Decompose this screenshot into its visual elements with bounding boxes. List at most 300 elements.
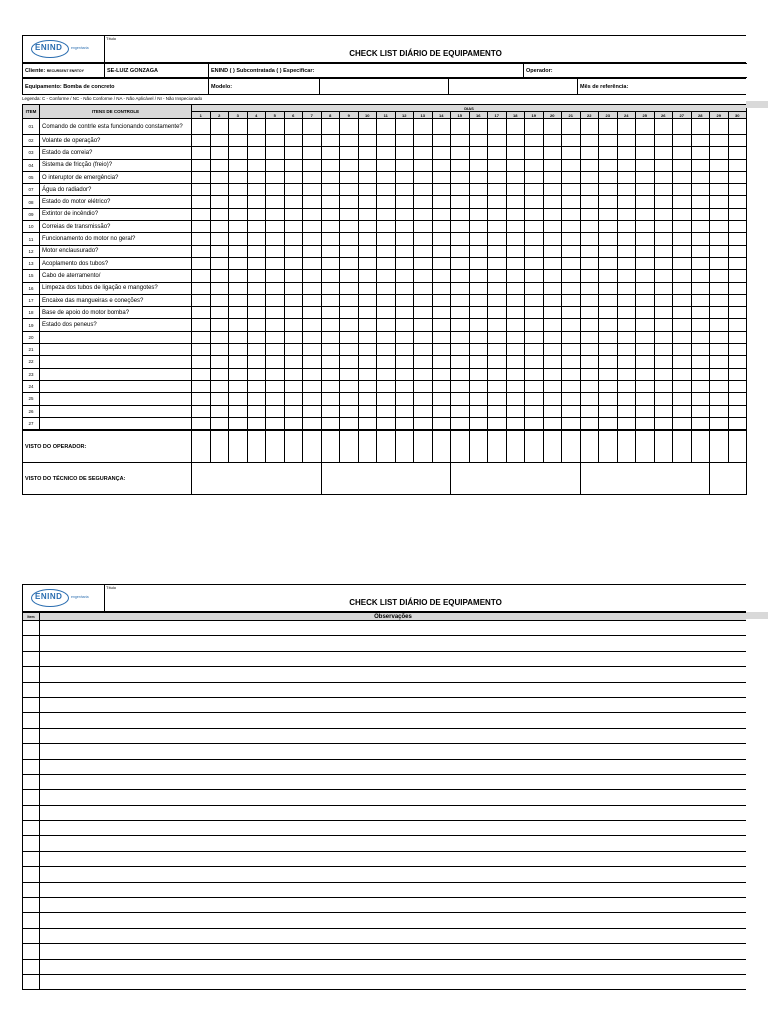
day-check-cell[interactable] <box>636 171 655 183</box>
day-check-cell[interactable] <box>469 221 488 233</box>
day-check-cell[interactable] <box>599 221 618 233</box>
day-check-cell[interactable] <box>266 282 285 294</box>
day-check-cell[interactable] <box>340 119 359 135</box>
day-check-cell[interactable] <box>488 282 507 294</box>
day-check-cell[interactable] <box>580 270 599 282</box>
day-check-cell[interactable] <box>488 294 507 306</box>
day-check-cell[interactable] <box>691 344 710 356</box>
operador-signature-cell[interactable] <box>340 431 359 463</box>
day-check-cell[interactable] <box>728 405 747 417</box>
day-check-cell[interactable] <box>525 257 544 269</box>
day-check-cell[interactable] <box>488 331 507 343</box>
day-check-cell[interactable] <box>543 282 562 294</box>
day-check-cell[interactable] <box>599 393 618 405</box>
day-check-cell[interactable] <box>617 184 636 196</box>
day-check-cell[interactable] <box>543 307 562 319</box>
day-check-cell[interactable] <box>525 270 544 282</box>
day-check-cell[interactable] <box>636 135 655 147</box>
day-check-cell[interactable] <box>710 159 729 171</box>
day-check-cell[interactable] <box>469 393 488 405</box>
day-check-cell[interactable] <box>562 147 581 159</box>
day-check-cell[interactable] <box>451 184 470 196</box>
day-check-cell[interactable] <box>192 344 211 356</box>
day-check-cell[interactable] <box>340 380 359 392</box>
day-check-cell[interactable] <box>266 159 285 171</box>
observacao-text-cell[interactable] <box>40 913 747 928</box>
day-check-cell[interactable] <box>266 368 285 380</box>
day-check-cell[interactable] <box>710 393 729 405</box>
operador-signature-cell[interactable] <box>210 431 229 463</box>
day-check-cell[interactable] <box>654 405 673 417</box>
day-check-cell[interactable] <box>543 319 562 331</box>
day-check-cell[interactable] <box>728 393 747 405</box>
day-check-cell[interactable] <box>395 135 414 147</box>
day-check-cell[interactable] <box>192 233 211 245</box>
day-check-cell[interactable] <box>691 257 710 269</box>
day-check-cell[interactable] <box>469 208 488 220</box>
day-check-cell[interactable] <box>192 356 211 368</box>
day-check-cell[interactable] <box>395 184 414 196</box>
day-check-cell[interactable] <box>395 368 414 380</box>
day-check-cell[interactable] <box>691 331 710 343</box>
day-check-cell[interactable] <box>469 270 488 282</box>
day-check-cell[interactable] <box>506 356 525 368</box>
day-check-cell[interactable] <box>432 159 451 171</box>
day-check-cell[interactable] <box>525 282 544 294</box>
day-check-cell[interactable] <box>654 331 673 343</box>
day-check-cell[interactable] <box>691 233 710 245</box>
day-check-cell[interactable] <box>229 119 248 135</box>
day-check-cell[interactable] <box>710 368 729 380</box>
day-check-cell[interactable] <box>414 270 433 282</box>
day-check-cell[interactable] <box>414 159 433 171</box>
day-check-cell[interactable] <box>358 257 377 269</box>
day-check-cell[interactable] <box>580 393 599 405</box>
day-check-cell[interactable] <box>229 245 248 257</box>
day-check-cell[interactable] <box>266 221 285 233</box>
day-check-cell[interactable] <box>303 393 322 405</box>
day-check-cell[interactable] <box>321 135 340 147</box>
day-check-cell[interactable] <box>525 119 544 135</box>
day-check-cell[interactable] <box>303 307 322 319</box>
day-check-cell[interactable] <box>599 171 618 183</box>
day-check-cell[interactable] <box>617 319 636 331</box>
observacao-item-cell[interactable] <box>23 713 40 728</box>
day-check-cell[interactable] <box>284 245 303 257</box>
day-check-cell[interactable] <box>284 257 303 269</box>
day-check-cell[interactable] <box>451 171 470 183</box>
day-check-cell[interactable] <box>247 417 266 429</box>
day-check-cell[interactable] <box>580 233 599 245</box>
day-check-cell[interactable] <box>340 270 359 282</box>
observacao-text-cell[interactable] <box>40 774 747 789</box>
day-check-cell[interactable] <box>229 405 248 417</box>
day-check-cell[interactable] <box>210 307 229 319</box>
day-check-cell[interactable] <box>673 245 692 257</box>
day-check-cell[interactable] <box>210 208 229 220</box>
day-check-cell[interactable] <box>266 417 285 429</box>
day-check-cell[interactable] <box>247 159 266 171</box>
day-check-cell[interactable] <box>580 344 599 356</box>
day-check-cell[interactable] <box>303 356 322 368</box>
day-check-cell[interactable] <box>377 208 396 220</box>
day-check-cell[interactable] <box>469 380 488 392</box>
day-check-cell[interactable] <box>488 196 507 208</box>
day-check-cell[interactable] <box>321 171 340 183</box>
day-check-cell[interactable] <box>469 196 488 208</box>
operador-signature-cell[interactable] <box>617 431 636 463</box>
day-check-cell[interactable] <box>599 245 618 257</box>
day-check-cell[interactable] <box>358 344 377 356</box>
day-check-cell[interactable] <box>728 344 747 356</box>
day-check-cell[interactable] <box>580 171 599 183</box>
day-check-cell[interactable] <box>414 331 433 343</box>
day-check-cell[interactable] <box>599 196 618 208</box>
day-check-cell[interactable] <box>432 119 451 135</box>
day-check-cell[interactable] <box>506 319 525 331</box>
day-check-cell[interactable] <box>710 405 729 417</box>
operador-signature-cell[interactable] <box>192 431 211 463</box>
day-check-cell[interactable] <box>247 196 266 208</box>
day-check-cell[interactable] <box>284 331 303 343</box>
day-check-cell[interactable] <box>469 245 488 257</box>
day-check-cell[interactable] <box>654 356 673 368</box>
day-check-cell[interactable] <box>710 331 729 343</box>
blank-field[interactable] <box>449 79 578 95</box>
day-check-cell[interactable] <box>506 147 525 159</box>
day-check-cell[interactable] <box>395 221 414 233</box>
day-check-cell[interactable] <box>488 393 507 405</box>
day-check-cell[interactable] <box>303 270 322 282</box>
observacao-text-cell[interactable] <box>40 651 747 666</box>
day-check-cell[interactable] <box>321 119 340 135</box>
day-check-cell[interactable] <box>340 147 359 159</box>
day-check-cell[interactable] <box>414 405 433 417</box>
day-check-cell[interactable] <box>673 208 692 220</box>
operador-signature-cell[interactable] <box>469 431 488 463</box>
day-check-cell[interactable] <box>192 331 211 343</box>
day-check-cell[interactable] <box>710 319 729 331</box>
day-check-cell[interactable] <box>617 393 636 405</box>
day-check-cell[interactable] <box>543 196 562 208</box>
day-check-cell[interactable] <box>358 135 377 147</box>
day-check-cell[interactable] <box>506 119 525 135</box>
day-check-cell[interactable] <box>506 380 525 392</box>
day-check-cell[interactable] <box>303 221 322 233</box>
day-check-cell[interactable] <box>506 221 525 233</box>
day-check-cell[interactable] <box>266 196 285 208</box>
day-check-cell[interactable] <box>710 119 729 135</box>
observacao-item-cell[interactable] <box>23 913 40 928</box>
observacao-item-cell[interactable] <box>23 882 40 897</box>
day-check-cell[interactable] <box>414 417 433 429</box>
observacao-text-cell[interactable] <box>40 821 747 836</box>
day-check-cell[interactable] <box>543 184 562 196</box>
day-check-cell[interactable] <box>506 294 525 306</box>
day-check-cell[interactable] <box>451 307 470 319</box>
day-check-cell[interactable] <box>303 159 322 171</box>
day-check-cell[interactable] <box>192 319 211 331</box>
day-check-cell[interactable] <box>673 417 692 429</box>
day-check-cell[interactable] <box>488 417 507 429</box>
day-check-cell[interactable] <box>488 319 507 331</box>
day-check-cell[interactable] <box>266 135 285 147</box>
day-check-cell[interactable] <box>303 135 322 147</box>
day-check-cell[interactable] <box>654 319 673 331</box>
day-check-cell[interactable] <box>506 233 525 245</box>
day-check-cell[interactable] <box>358 184 377 196</box>
day-check-cell[interactable] <box>525 344 544 356</box>
day-check-cell[interactable] <box>599 208 618 220</box>
day-check-cell[interactable] <box>377 393 396 405</box>
day-check-cell[interactable] <box>691 294 710 306</box>
day-check-cell[interactable] <box>673 184 692 196</box>
day-check-cell[interactable] <box>284 208 303 220</box>
observacao-text-cell[interactable] <box>40 944 747 959</box>
day-check-cell[interactable] <box>340 159 359 171</box>
observacao-text-cell[interactable] <box>40 697 747 712</box>
day-check-cell[interactable] <box>451 344 470 356</box>
day-check-cell[interactable] <box>414 319 433 331</box>
day-check-cell[interactable] <box>525 135 544 147</box>
observacao-item-cell[interactable] <box>23 682 40 697</box>
day-check-cell[interactable] <box>654 368 673 380</box>
observacao-item-cell[interactable] <box>23 836 40 851</box>
day-check-cell[interactable] <box>414 135 433 147</box>
day-check-cell[interactable] <box>247 380 266 392</box>
day-check-cell[interactable] <box>599 159 618 171</box>
day-check-cell[interactable] <box>414 245 433 257</box>
operador-signature-cell[interactable] <box>488 431 507 463</box>
day-check-cell[interactable] <box>395 331 414 343</box>
day-check-cell[interactable] <box>340 245 359 257</box>
observacao-item-cell[interactable] <box>23 667 40 682</box>
day-check-cell[interactable] <box>358 270 377 282</box>
day-check-cell[interactable] <box>395 245 414 257</box>
day-check-cell[interactable] <box>321 344 340 356</box>
day-check-cell[interactable] <box>728 380 747 392</box>
day-check-cell[interactable] <box>599 282 618 294</box>
day-check-cell[interactable] <box>303 184 322 196</box>
day-check-cell[interactable] <box>580 208 599 220</box>
day-check-cell[interactable] <box>266 184 285 196</box>
day-check-cell[interactable] <box>543 294 562 306</box>
day-check-cell[interactable] <box>636 331 655 343</box>
day-check-cell[interactable] <box>321 319 340 331</box>
day-check-cell[interactable] <box>654 135 673 147</box>
day-check-cell[interactable] <box>580 282 599 294</box>
day-check-cell[interactable] <box>432 368 451 380</box>
day-check-cell[interactable] <box>525 196 544 208</box>
day-check-cell[interactable] <box>451 159 470 171</box>
day-check-cell[interactable] <box>321 417 340 429</box>
day-check-cell[interactable] <box>673 380 692 392</box>
day-check-cell[interactable] <box>229 184 248 196</box>
day-check-cell[interactable] <box>543 245 562 257</box>
day-check-cell[interactable] <box>451 356 470 368</box>
day-check-cell[interactable] <box>617 245 636 257</box>
day-check-cell[interactable] <box>673 319 692 331</box>
day-check-cell[interactable] <box>395 159 414 171</box>
day-check-cell[interactable] <box>506 257 525 269</box>
day-check-cell[interactable] <box>210 221 229 233</box>
day-check-cell[interactable] <box>617 233 636 245</box>
day-check-cell[interactable] <box>543 344 562 356</box>
day-check-cell[interactable] <box>673 270 692 282</box>
day-check-cell[interactable] <box>303 119 322 135</box>
day-check-cell[interactable] <box>710 171 729 183</box>
day-check-cell[interactable] <box>617 196 636 208</box>
day-check-cell[interactable] <box>284 307 303 319</box>
day-check-cell[interactable] <box>451 368 470 380</box>
day-check-cell[interactable] <box>247 344 266 356</box>
day-check-cell[interactable] <box>340 208 359 220</box>
day-check-cell[interactable] <box>414 380 433 392</box>
day-check-cell[interactable] <box>414 356 433 368</box>
day-check-cell[interactable] <box>247 270 266 282</box>
observacao-text-cell[interactable] <box>40 974 747 989</box>
day-check-cell[interactable] <box>266 307 285 319</box>
day-check-cell[interactable] <box>432 257 451 269</box>
day-check-cell[interactable] <box>636 184 655 196</box>
day-check-cell[interactable] <box>580 294 599 306</box>
day-check-cell[interactable] <box>599 184 618 196</box>
operador-signature-cell[interactable] <box>543 431 562 463</box>
day-check-cell[interactable] <box>321 245 340 257</box>
day-check-cell[interactable] <box>284 417 303 429</box>
day-check-cell[interactable] <box>358 221 377 233</box>
day-check-cell[interactable] <box>303 417 322 429</box>
day-check-cell[interactable] <box>469 233 488 245</box>
day-check-cell[interactable] <box>451 417 470 429</box>
day-check-cell[interactable] <box>432 331 451 343</box>
day-check-cell[interactable] <box>488 184 507 196</box>
day-check-cell[interactable] <box>562 380 581 392</box>
day-check-cell[interactable] <box>469 184 488 196</box>
day-check-cell[interactable] <box>617 282 636 294</box>
day-check-cell[interactable] <box>451 282 470 294</box>
day-check-cell[interactable] <box>340 221 359 233</box>
day-check-cell[interactable] <box>247 119 266 135</box>
day-check-cell[interactable] <box>377 147 396 159</box>
day-check-cell[interactable] <box>506 368 525 380</box>
day-check-cell[interactable] <box>506 245 525 257</box>
day-check-cell[interactable] <box>617 368 636 380</box>
day-check-cell[interactable] <box>488 208 507 220</box>
day-check-cell[interactable] <box>654 159 673 171</box>
day-check-cell[interactable] <box>432 171 451 183</box>
day-check-cell[interactable] <box>654 171 673 183</box>
day-check-cell[interactable] <box>247 208 266 220</box>
day-check-cell[interactable] <box>395 257 414 269</box>
day-check-cell[interactable] <box>395 294 414 306</box>
day-check-cell[interactable] <box>414 233 433 245</box>
day-check-cell[interactable] <box>210 344 229 356</box>
day-check-cell[interactable] <box>414 208 433 220</box>
tecnico-signature-week-5[interactable] <box>710 463 747 495</box>
operador-signature-cell[interactable] <box>673 431 692 463</box>
day-check-cell[interactable] <box>377 405 396 417</box>
day-check-cell[interactable] <box>562 344 581 356</box>
day-check-cell[interactable] <box>599 405 618 417</box>
day-check-cell[interactable] <box>432 208 451 220</box>
day-check-cell[interactable] <box>229 159 248 171</box>
day-check-cell[interactable] <box>229 221 248 233</box>
day-check-cell[interactable] <box>451 221 470 233</box>
day-check-cell[interactable] <box>432 282 451 294</box>
day-check-cell[interactable] <box>340 344 359 356</box>
observacao-text-cell[interactable] <box>40 759 747 774</box>
day-check-cell[interactable] <box>266 119 285 135</box>
day-check-cell[interactable] <box>210 171 229 183</box>
day-check-cell[interactable] <box>266 393 285 405</box>
day-check-cell[interactable] <box>673 233 692 245</box>
day-check-cell[interactable] <box>710 282 729 294</box>
day-check-cell[interactable] <box>395 119 414 135</box>
day-check-cell[interactable] <box>506 184 525 196</box>
day-check-cell[interactable] <box>321 208 340 220</box>
day-check-cell[interactable] <box>728 319 747 331</box>
day-check-cell[interactable] <box>710 307 729 319</box>
day-check-cell[interactable] <box>488 405 507 417</box>
day-check-cell[interactable] <box>432 380 451 392</box>
day-check-cell[interactable] <box>414 282 433 294</box>
day-check-cell[interactable] <box>395 417 414 429</box>
day-check-cell[interactable] <box>636 319 655 331</box>
tecnico-signature-week-4[interactable] <box>580 463 710 495</box>
day-check-cell[interactable] <box>247 245 266 257</box>
day-check-cell[interactable] <box>377 307 396 319</box>
observacao-item-cell[interactable] <box>23 944 40 959</box>
day-check-cell[interactable] <box>432 270 451 282</box>
day-check-cell[interactable] <box>599 307 618 319</box>
day-check-cell[interactable] <box>266 356 285 368</box>
day-check-cell[interactable] <box>210 184 229 196</box>
day-check-cell[interactable] <box>728 245 747 257</box>
day-check-cell[interactable] <box>562 245 581 257</box>
day-check-cell[interactable] <box>469 356 488 368</box>
day-check-cell[interactable] <box>340 294 359 306</box>
operador-signature-cell[interactable] <box>284 431 303 463</box>
day-check-cell[interactable] <box>525 233 544 245</box>
day-check-cell[interactable] <box>636 245 655 257</box>
day-check-cell[interactable] <box>192 368 211 380</box>
day-check-cell[interactable] <box>340 405 359 417</box>
day-check-cell[interactable] <box>303 294 322 306</box>
day-check-cell[interactable] <box>728 171 747 183</box>
day-check-cell[interactable] <box>266 319 285 331</box>
day-check-cell[interactable] <box>340 417 359 429</box>
operador-signature-cell[interactable] <box>321 431 340 463</box>
day-check-cell[interactable] <box>414 184 433 196</box>
day-check-cell[interactable] <box>192 380 211 392</box>
day-check-cell[interactable] <box>451 233 470 245</box>
day-check-cell[interactable] <box>358 368 377 380</box>
day-check-cell[interactable] <box>192 294 211 306</box>
day-check-cell[interactable] <box>580 368 599 380</box>
day-check-cell[interactable] <box>321 393 340 405</box>
day-check-cell[interactable] <box>488 159 507 171</box>
day-check-cell[interactable] <box>451 393 470 405</box>
day-check-cell[interactable] <box>303 147 322 159</box>
observacao-item-cell[interactable] <box>23 728 40 743</box>
day-check-cell[interactable] <box>488 356 507 368</box>
day-check-cell[interactable] <box>377 319 396 331</box>
day-check-cell[interactable] <box>654 184 673 196</box>
day-check-cell[interactable] <box>525 159 544 171</box>
day-check-cell[interactable] <box>395 344 414 356</box>
day-check-cell[interactable] <box>599 147 618 159</box>
